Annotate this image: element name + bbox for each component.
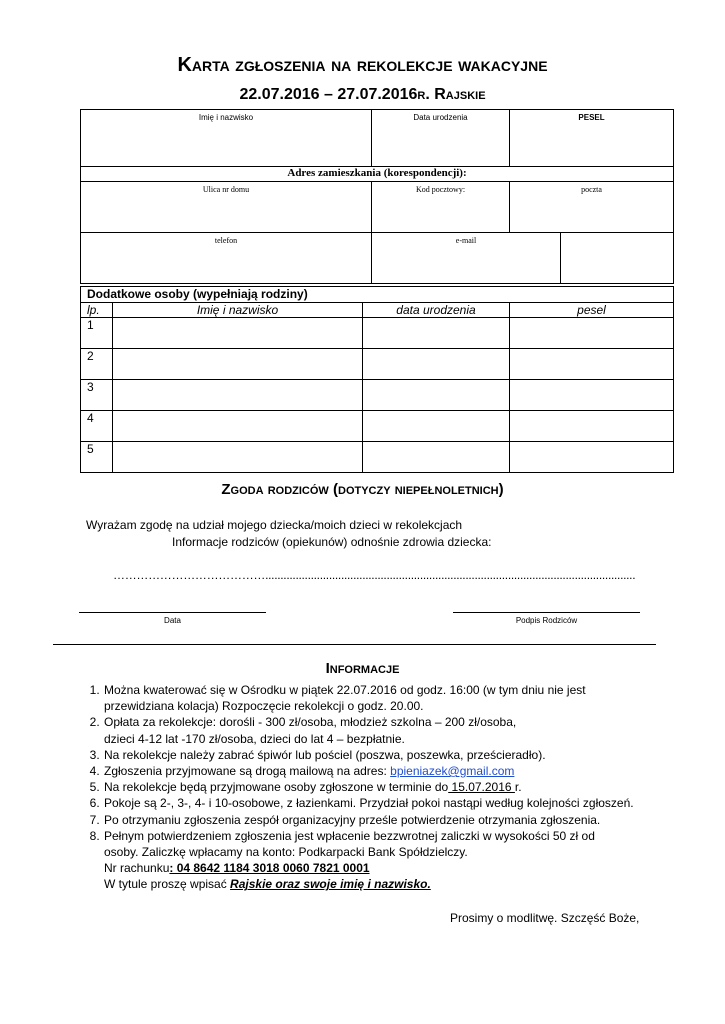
pesel-cell[interactable] (510, 349, 674, 380)
row-number: 2 (81, 349, 113, 380)
pesel-cell[interactable] (510, 411, 674, 442)
birth-date-cell[interactable] (363, 442, 510, 473)
health-info-dotted-line[interactable]: ………………………………….......................................................................................................................... (113, 568, 636, 582)
list-item: 1. Można kwaterować się w Ośrodku w piątek 22.07.2016 od godz. 16:00 (w tym dniu nie jest przewidziana kolacja) Rozpoczęcie rekolekcji o godz. 20.00. (103, 682, 673, 714)
post-office-label: poczta (581, 185, 602, 194)
transfer-title-note: Rajskie oraz swoje imię i nazwisko. (230, 877, 431, 892)
consent-title: Zgoda rodziców (dotyczy niepełnoletnich) (221, 481, 504, 498)
signature-caption: Podpis Rodziców (515, 616, 578, 625)
info-title: Informacje (325, 660, 400, 677)
table-row (81, 442, 674, 473)
closing-text: Prosimy o modlitwę. Szczęść Boże, (450, 911, 640, 925)
account-number: : 04 8642 1184 3018 0060 7821 0001 (169, 861, 370, 876)
date-caption: Data (164, 616, 181, 625)
phone-label: telefon (214, 236, 238, 245)
form-subtitle: 22.07.2016 – 27.07.2016r. Rajskie (239, 86, 486, 103)
form-title: Karta zgłoszenia na rekolekcje wakacyjne (177, 54, 548, 76)
table-row (81, 318, 674, 349)
email-label: e-mail (455, 236, 477, 245)
registration-form-table (80, 109, 674, 284)
extra-field[interactable] (561, 233, 674, 284)
column-header-pesel: pesel (510, 303, 674, 318)
column-header-name: Imię i nazwisko (113, 303, 363, 318)
street-field[interactable] (81, 182, 372, 233)
list-item: 5. Na rekolekcje będą przyjmowane osoby zgłoszone w terminie do 15.07.2016 r. (103, 779, 673, 795)
name-label: Imię i nazwisko (198, 113, 254, 122)
additional-persons-table (80, 286, 674, 473)
postcode-label: Kod pocztowy: (415, 185, 466, 194)
list-item: 2. Opłata za rekolekcje: dorośli - 300 zł/osoba, młodzież szkolna – 200 zł/osoba, dzieci 4-12 lat -170 zł/osoba, dzieci do lat 4 – bezpłatnie. (103, 714, 673, 746)
list-item: 8. Pełnym potwierdzeniem zgłoszenia jest wpłacenie bezzwrotnej zaliczki w wysokości 50 zł od osoby. Zaliczkę wpłacamy na konto: Podkarpacki Bank Spółdzielczy. Nr rachunku: 04 8642 1184 3018 0060 7821 0001 W tytule proszę wpisać Rajskie oraz swoje imię i nazwisko. (103, 828, 673, 893)
name-cell[interactable] (113, 411, 363, 442)
consent-statement: Wyrażam zgodę na udział mojego dziecka/moich dzieci w rekolekcjach (86, 518, 463, 532)
pesel-label: PESEL (578, 113, 605, 122)
column-header-lp: lp. (81, 303, 113, 318)
info-list (85, 682, 673, 893)
birth-date-label: Data urodzenia (413, 113, 468, 122)
pesel-cell[interactable] (510, 380, 674, 411)
birth-date-cell[interactable] (363, 349, 510, 380)
name-cell[interactable] (113, 380, 363, 411)
birth-date-field[interactable] (372, 110, 510, 167)
row-number: 1 (81, 318, 113, 349)
birth-date-cell[interactable] (363, 380, 510, 411)
list-item: 4. Zgłoszenia przyjmowane są drogą mailową na adres: bpieniazek@gmail.com (103, 763, 673, 779)
pesel-field[interactable] (510, 110, 674, 167)
address-header: Adres zamieszkania (korespondencji): (81, 167, 674, 182)
list-item: 6. Pokoje są 2-, 3-, 4- i 10-osobowe, z łazienkami. Przydział pokoi nastąpi według kolejności zgłoszeń. (103, 795, 673, 811)
name-field[interactable] (81, 110, 372, 167)
row-number: 3 (81, 380, 113, 411)
pesel-cell[interactable] (510, 442, 674, 473)
name-cell[interactable] (113, 318, 363, 349)
table-row (81, 411, 674, 442)
deadline-date: 15.07.2016 (448, 780, 515, 795)
health-info-label: Informacje rodziców (opiekunów) odnośnie zdrowia dziecka: (172, 535, 492, 549)
phone-field[interactable] (81, 233, 372, 284)
postcode-field[interactable] (372, 182, 510, 233)
name-cell[interactable] (113, 442, 363, 473)
table-row (81, 349, 674, 380)
row-number: 4 (81, 411, 113, 442)
account-label: Nr rachunku (104, 861, 170, 876)
column-header-birth-date: data urodzenia (363, 303, 510, 318)
parent-signature-line[interactable] (453, 612, 640, 613)
email-field[interactable] (372, 233, 561, 284)
table-row (81, 380, 674, 411)
birth-date-cell[interactable] (363, 411, 510, 442)
date-signature-line[interactable] (79, 612, 266, 613)
row-number: 5 (81, 442, 113, 473)
name-cell[interactable] (113, 349, 363, 380)
pesel-cell[interactable] (510, 318, 674, 349)
persons-section-title: Dodatkowe osoby (wypełniają rodziny) (81, 287, 674, 303)
list-item: 3. Na rekolekcje należy zabrać śpiwór lub pościel (poszwa, poszewka, prześcieradło). (103, 747, 673, 763)
birth-date-cell[interactable] (363, 318, 510, 349)
list-item: 7. Po otrzymaniu zgłoszenia zespół organizacyjny prześle potwierdzenie otrzymania zgłoszenia. (103, 812, 673, 828)
street-label: Ulica nr domu (202, 185, 250, 194)
post-office-field[interactable] (510, 182, 674, 233)
section-divider (53, 644, 656, 645)
email-link[interactable]: bpieniazek@gmail.com (390, 764, 515, 779)
